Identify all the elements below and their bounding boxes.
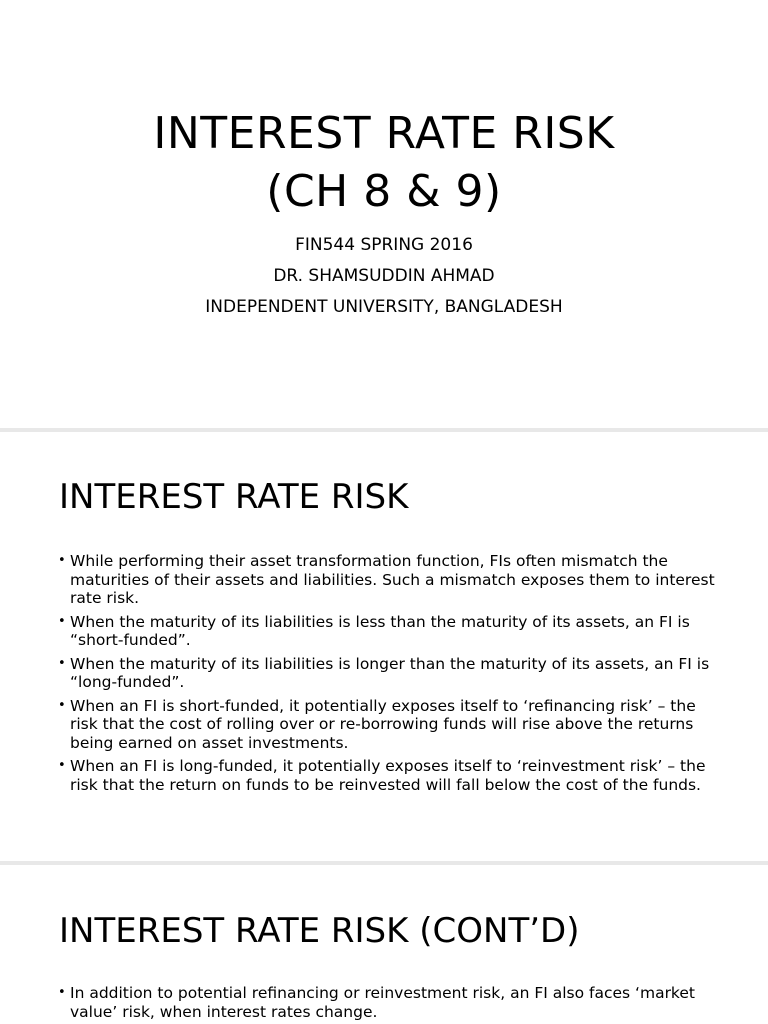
slide-heading: INTEREST RATE RISK (CONT’D) xyxy=(59,911,580,951)
bullet-item xyxy=(58,552,718,608)
slide-title xyxy=(0,105,768,221)
bullet-text: When an FI is long-funded, it potentially exposes itself to ‘reinvestment risk’ – the risk that the return on funds to be reinvested will fall below the cost of the funds. xyxy=(70,757,706,794)
bullet-text: When the maturity of its liabilities is longer than the maturity of its assets, an FI is “long-funded”. xyxy=(70,654,710,691)
content-slide-interest-rate-risk-contd xyxy=(0,865,768,1024)
institution-line: INDEPENDENT UNIVERSITY, BANGLADESH xyxy=(205,297,563,317)
bullet-item xyxy=(58,984,718,1021)
bullet-item xyxy=(58,655,718,692)
instructor-line: DR. SHAMSUDDIN AHMAD xyxy=(273,266,495,286)
bullet-text: While performing their asset transformation function, FIs often mismatch the maturities of their assets and liabilities. Such a mismatch exposes them to interest rate risk. xyxy=(70,552,715,607)
bullet-text: When an FI is short-funded, it potentially exposes itself to ‘refinancing risk’ – the risk that the cost of rolling over or re-borrowing funds will rise above the returns being earned on asset investments. xyxy=(70,696,696,752)
slide-heading: INTEREST RATE RISK xyxy=(59,477,409,517)
bullet-item xyxy=(58,757,718,794)
bullet-icon: • xyxy=(58,613,66,629)
bullet-icon: • xyxy=(58,553,66,568)
title-line: INTEREST RATE RISK xyxy=(153,108,615,159)
bullet-text: When the maturity of its liabilities is less than the maturity of its assets, an FI is “short-funded”. xyxy=(70,612,690,649)
bullet-item xyxy=(58,613,718,650)
slide-subtitle xyxy=(0,230,768,323)
bullet-list xyxy=(58,984,718,1024)
title-slide xyxy=(0,0,768,428)
content-slide-interest-rate-risk xyxy=(0,432,768,861)
title-line: (CH 8 & 9) xyxy=(266,166,502,217)
bullet-icon: • xyxy=(58,758,66,773)
bullet-list xyxy=(58,552,718,799)
bullet-icon: • xyxy=(58,697,66,713)
bullet-text: In addition to potential refinancing or reinvestment risk, an FI also faces ‘market value’ risk, when interest rates change. xyxy=(70,984,695,1021)
bullet-icon: • xyxy=(58,985,66,1000)
bullet-icon: • xyxy=(58,655,66,671)
course-line: FIN544 SPRING 2016 xyxy=(295,235,473,255)
bullet-item xyxy=(58,697,718,753)
